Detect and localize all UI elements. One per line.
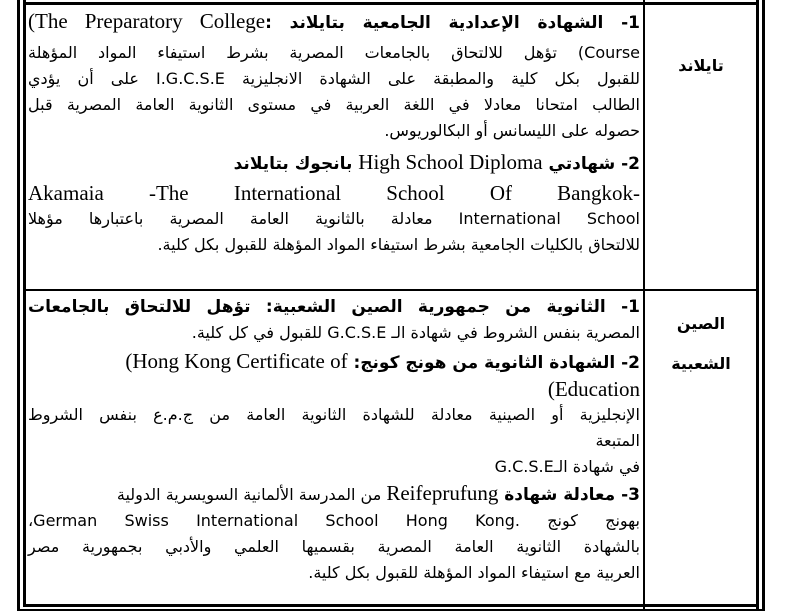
row-china-content [28,294,640,586]
text-line: للالتحاق بالكليات الجامعية بشرط استيفاء المواد المؤهلة للقبول بكل كلية. [157,235,640,254]
row-thailand-content [28,8,640,258]
text-line: بهونج كونج .German Swiss International School Hong Kong، [28,511,640,530]
text-line: 3- معادلة شهادة Reifeprufung من المدرسة الألمانية السويسرية الدولية [116,481,640,505]
heading-2: 2- شهادتي [542,154,640,174]
country-label: الصين [676,314,726,333]
heading-3: 3- معادلة شهادة [498,485,640,505]
text-line: العربية مع استيفاء المواد المؤهلة للقبول بكل كلية. [308,563,640,582]
text-line: Course) تؤهل للالتحاق بالجامعات المصرية بشرط استيفاء المواد المؤهلة [28,43,640,62]
left-outer-border [17,0,20,610]
text-line: International School معادلة بالثانوية العامة المصرية باعتبارها مؤهلا [28,209,640,228]
bottom-outer-border [17,609,765,611]
heading-1: 1- الثانوية من جمهورية الصين الشعبية: تؤهل للالتحاق بالجامعات [28,297,640,317]
bottom-border [23,604,759,607]
country-label: الشعبية [671,354,731,373]
top-border [23,2,759,5]
country-cell-thailand [648,56,754,75]
country-cell-china [648,304,754,384]
country-label: تايلاند [678,56,724,75]
left-inner-border [23,0,26,606]
text-line: في شهادة الـG.C.S.E [494,457,640,476]
text-line: 2- الشهادة الثانوية من هونج كونج: (Hong Kong Certificate of [125,349,640,373]
text-line: Education) [547,377,640,401]
text-line: الإنجليزية أو الصينية معادلة للشهادة الثانوية العامة من ج.م.ع بنفس الشروط [28,405,640,424]
text-line: 2- شهادتي High School Diploma بانجوك بتايلاند [233,150,640,174]
right-inner-border [756,0,759,610]
right-outer-border [762,0,765,610]
text-line: -Akamaia -The International School Of Bangkok [28,181,640,205]
heading-2: 2- الشهادة الثانوية من هونج كونج: [347,353,640,373]
text-line: المتبعة [595,431,640,450]
text-line: المصرية بنفس الشروط في شهادة الـ G.C.S.E للقبول في كل كلية. [191,323,640,342]
text-line: الطالب امتحانا معادلا في اللغة العربية في مستوى الثانوية العامة المصرية قبل [28,95,640,114]
text-line: حصوله على الليسانس أو البكالوريوس. [384,121,640,140]
text-line: بالشهادة الثانوية العامة المصرية بقسميها العلمي والأدبي بجمهورية مصر [28,537,640,556]
text-line: للقبول بكل كلية والمطبقة على الشهادة الانجليزية I.G.C.S.E على أن يؤدي [28,69,640,88]
heading-1: 1- الشهادة الإعدادية الجامعية بتايلاند : [265,13,641,33]
text-line: 1- الشهادة الإعدادية الجامعية بتايلاند :(The Preparatory College [28,9,641,33]
row-divider [23,289,759,291]
column-divider [643,0,645,610]
